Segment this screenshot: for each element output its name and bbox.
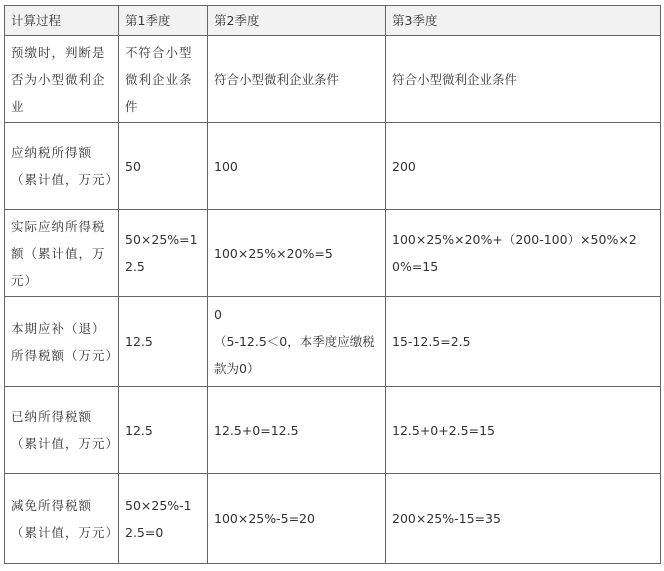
row-q3-cell: 15-12.5=2.5 [386,297,661,387]
row-q2-cell: 100 [208,123,386,210]
row-q1-cell: 12.5 [119,387,208,474]
table-row [5,36,661,123]
row-label: 减免所得税额（累计值，万元） [5,474,119,564]
row-q3-cell: 符合小型微利企业条件 [386,36,661,123]
row-q2-cell [208,297,386,387]
row-label: 已纳所得税额（累计值，万元） [5,387,119,474]
header-q3: 第3季度 [386,6,661,36]
row-q2-cell: 100×25%×20%=5 [208,210,386,297]
header-q2: 第2季度 [208,6,386,36]
table-row [5,474,661,564]
row-q2-cell: 12.5+0=12.5 [208,387,386,474]
row-q1-cell: 不符合小型微利企业条件 [119,36,208,123]
table-row [5,123,661,210]
q2-note: （5-12.5＜0，本季度应缴税款为0） [214,334,375,376]
row-q3-cell: 12.5+0+2.5=15 [386,387,661,474]
header-process: 计算过程 [5,6,119,36]
row-q3-cell: 100×25%×20%+（200-100）×50%×20%=15 [386,210,661,297]
row-q3-cell: 200 [386,123,661,210]
q2-value: 0 [214,307,222,322]
table-row [5,387,661,474]
row-q1-cell: 50 [119,123,208,210]
table-row [5,210,661,297]
row-q1-cell: 50×25%-12.5=0 [119,474,208,564]
table-wrapper [4,5,661,564]
table-row [5,297,661,387]
row-label: 应纳税所得额（累计值，万元） [5,123,119,210]
header-q1: 第1季度 [119,6,208,36]
tax-calculation-table [4,5,661,564]
row-label: 预缴时，判断是否为小型微利企业 [5,36,119,123]
table-header-row [5,6,661,36]
row-q2-cell: 100×25%-5=20 [208,474,386,564]
row-q2-cell: 符合小型微利企业条件 [208,36,386,123]
row-label: 实际应纳所得税额（累计值，万元） [5,210,119,297]
row-q1-cell: 50×25%=12.5 [119,210,208,297]
row-q1-cell: 12.5 [119,297,208,387]
row-q3-cell: 200×25%-15=35 [386,474,661,564]
row-label: 本期应补（退）所得税额（万元） [5,297,119,387]
